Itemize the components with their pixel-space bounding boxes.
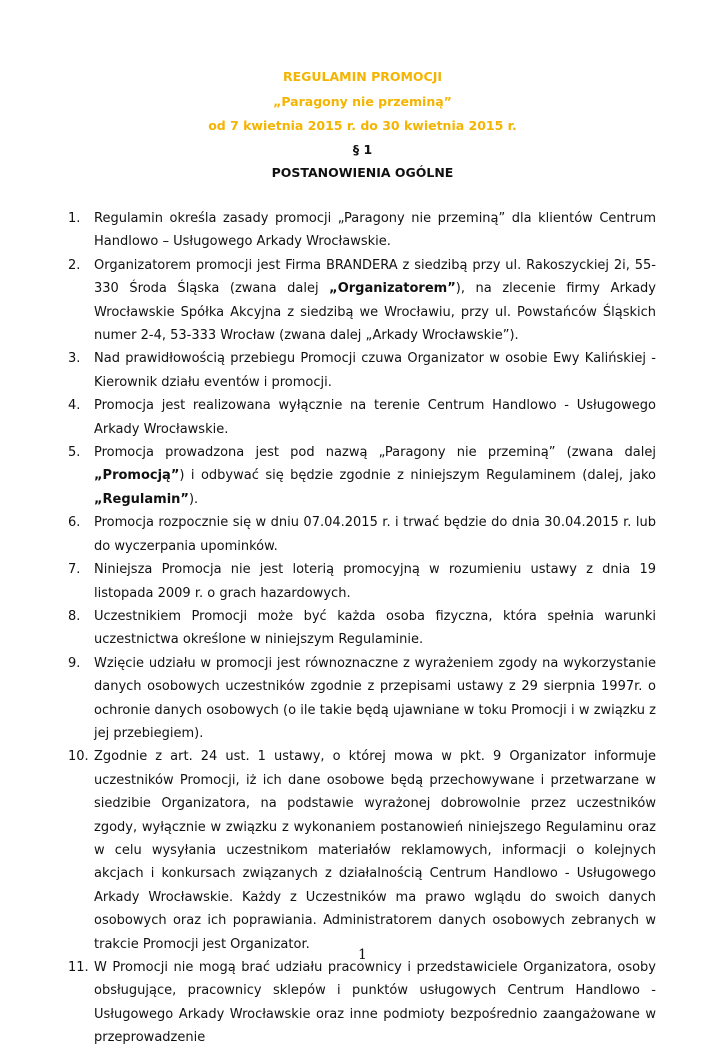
promotion-name: „Paragony nie przeminą” — [273, 94, 452, 109]
promotion-term: „Promocją” — [94, 468, 180, 484]
item-number: 5. — [68, 445, 81, 461]
promotion-dates: od 7 kwietnia 2015 r. do 30 kwietnia 2015 r. — [208, 118, 517, 133]
item-number: 3. — [68, 351, 81, 367]
item-text: Organizatorem promocji jest Firma BRANDERA z siedzibą przy ul. Rakoszyckiej 2i, 55-330 Środa Śląska (zwana dalej „Organizatorem”), na zlecenie firmy Arkady Wrocławskie Spółka Akcyjna z siedzibą we Wrocławiu, przy ul. Powstańców Śląskich numer 2-4, 53-333 Wrocław (zwana dalej „Arkady Wrocławskie”). — [94, 257, 656, 344]
regulations-list — [68, 207, 656, 1050]
item-number: 6. — [68, 515, 81, 531]
item-text: Promocja jest realizowana wyłącznie na terenie Centrum Handlowo - Usługowego Arkady Wrocławskie. — [94, 398, 656, 437]
item-text: Zgodnie z art. 24 ust. 1 ustawy, o której mowa w pkt. 9 Organizator informuje uczestników Promocji, iż ich dane osobowe będą przechowywane i przetwarzane w siedzibie Organizatora, na podstawie wyrażonej dobrowolnie przez uczestników zgody, wyłącznie w związku z wykonaniem postanowień niniejszego Regulaminu oraz w celu wysyłania uczestnikom materiałów reklamowych, informacji o kolejnych akcjach i konkursach związanych z działalnością Centrum Handlowo - Usługowego Arkady Wrocławskie. Każdy z Uczestników ma prawo wglądu do swoich danych osobowych oraz ich poprawiania. Administratorem danych osobowych zebranych w trakcie Promocji jest Organizator. — [94, 749, 656, 952]
list-item — [68, 441, 656, 511]
item-text: W Promocji nie mogą brać udziału pracownicy i przedstawiciele Organizatora, osoby obsługujące, pracownicy sklepów i punktów usługowych Centrum Handlowo - Usługowego Arkady Wrocławskie oraz inne podmioty bezpośrednio zaangażowane w przeprowadzenie — [94, 960, 656, 1046]
item-number: 2. — [68, 257, 81, 273]
item-text: Promocja prowadzona jest pod nazwą „Paragony nie przeminą” (zwana dalej „Promocją”) i odbywać się będzie zgodnie z niniejszym Regulaminem (dalej, jako „Regulamin”). — [94, 445, 656, 507]
item-text: Regulamin określa zasady promocji „Paragony nie przeminą” dla klientów Centrum Handlowo – Usługowego Arkady Wrocławskie. — [94, 211, 656, 250]
list-item — [68, 254, 656, 348]
list-item — [68, 347, 656, 394]
item-number: 1. — [68, 211, 81, 226]
item-text: Uczestnikiem Promocji może być każda osoba fizyczna, która spełnia warunki uczestnictwa określone w niniejszym Regulaminie. — [94, 608, 656, 648]
item-number: 11. — [68, 960, 89, 975]
list-item — [68, 652, 656, 746]
list-item — [68, 956, 656, 1050]
item-number: 4. — [68, 398, 81, 414]
regulation-term: „Regulamin” — [94, 491, 189, 507]
item-text: Wzięcie udziału w promocji jest równoznaczne z wyrażeniem zgody na wykorzystanie danych osobowych uczestników zgodnie z przepisami ustawy z 29 sierpnia 1997r. o ochronie danych osobowych (o ile takie będą ujawniane w toku Promocji i w związku z jej przebiegiem). — [94, 655, 656, 741]
item-number: 9. — [68, 655, 81, 671]
item-text: Nad prawidłowością przebiegu Promocji czuwa Organizator w osobie Ewy Kalińskiej - Kierownik działu eventów i promocji. — [94, 351, 656, 390]
item-text: Promocja rozpocznie się w dniu 07.04.2015 r. i trwać będzie do dnia 30.04.2015 r. lub do wyczerpania upominków. — [94, 515, 656, 554]
list-item — [68, 394, 656, 441]
organizer-term: „Organizatorem” — [329, 281, 456, 297]
page-number: 1 — [358, 947, 367, 963]
item-number: 8. — [68, 608, 81, 624]
item-text: Niniejsza Promocja nie jest loterią promocyjną w rozumieniu ustawy z dnia 19 listopada 2009 r. o grach hazardowych. — [94, 562, 656, 601]
list-item — [68, 207, 656, 254]
section-title: POSTANOWIENIA OGÓLNE — [271, 165, 454, 180]
item-number: 7. — [68, 562, 81, 578]
list-item — [68, 558, 656, 605]
list-item — [68, 605, 656, 652]
section-number: § 1 — [352, 142, 373, 157]
list-item — [68, 511, 656, 558]
item-number: 10. — [68, 749, 89, 765]
list-item — [68, 745, 656, 956]
document-title: REGULAMIN PROMOCJI — [282, 69, 443, 84]
